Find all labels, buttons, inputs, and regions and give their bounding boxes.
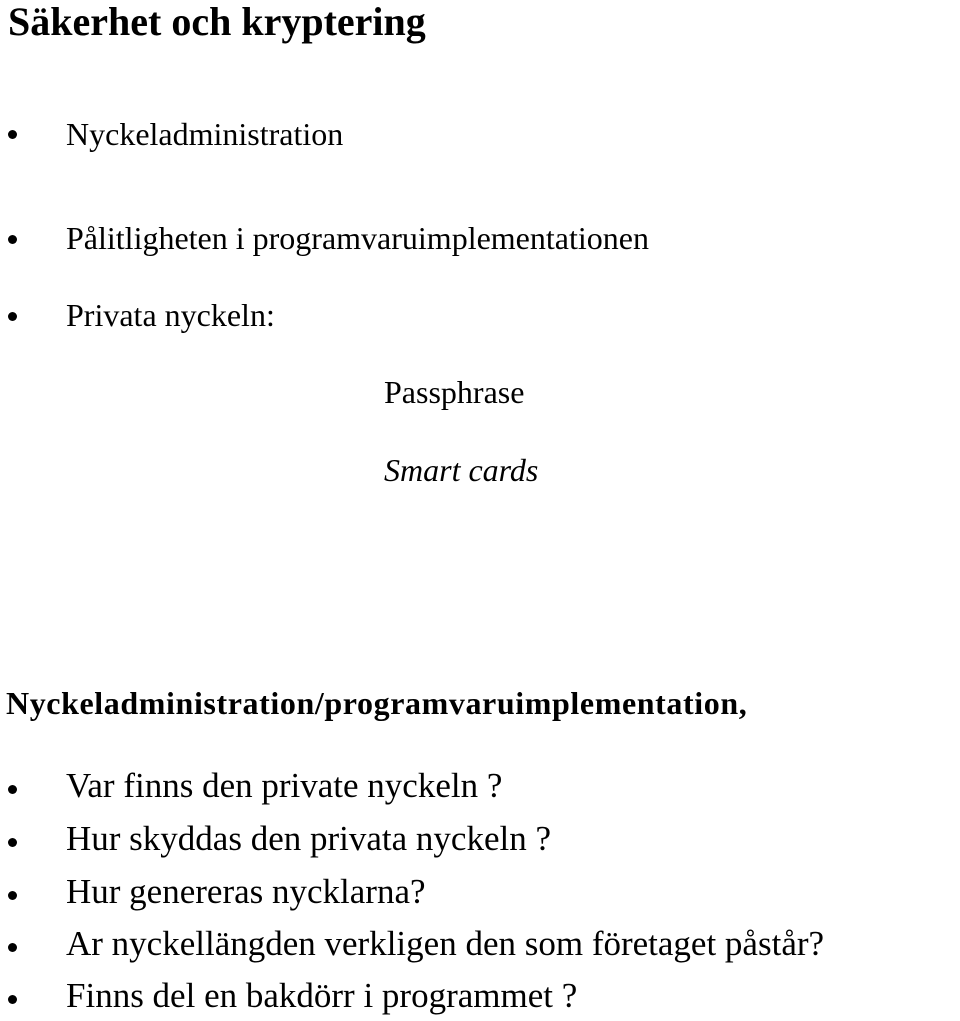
list-item: Hur skyddas den privata nyckeln ? [66, 819, 551, 858]
bullet-icon [8, 312, 17, 321]
list-item: Ar nyckellängden verkligen den som företaget påstår? [66, 924, 825, 963]
list-item: Hur genereras nycklarna? [66, 872, 426, 911]
bullet-icon [8, 943, 17, 952]
list-item: Finns del en bakdörr i programmet ? [66, 976, 578, 1015]
bullet-icon [8, 838, 17, 847]
page-title: Säkerhet och kryptering [8, 0, 426, 44]
passphrase-option: Passphrase [384, 374, 525, 410]
bullet-icon [8, 130, 17, 139]
list-item: Var finns den private nyckeln ? [66, 766, 503, 805]
bullet-icon [8, 785, 17, 794]
list-item: Pålitligheten i programvaruimplementationen [66, 220, 649, 256]
bullet-icon [8, 995, 17, 1004]
bullet-icon [8, 235, 17, 244]
smart-cards-option: Smart cards [384, 452, 539, 488]
list-item: Privata nyckeln: [66, 297, 275, 333]
section-heading: Nyckeladministration/programvaruimplementation, [6, 685, 748, 721]
list-item: Nyckeladministration [66, 116, 344, 152]
bullet-icon [8, 891, 17, 900]
